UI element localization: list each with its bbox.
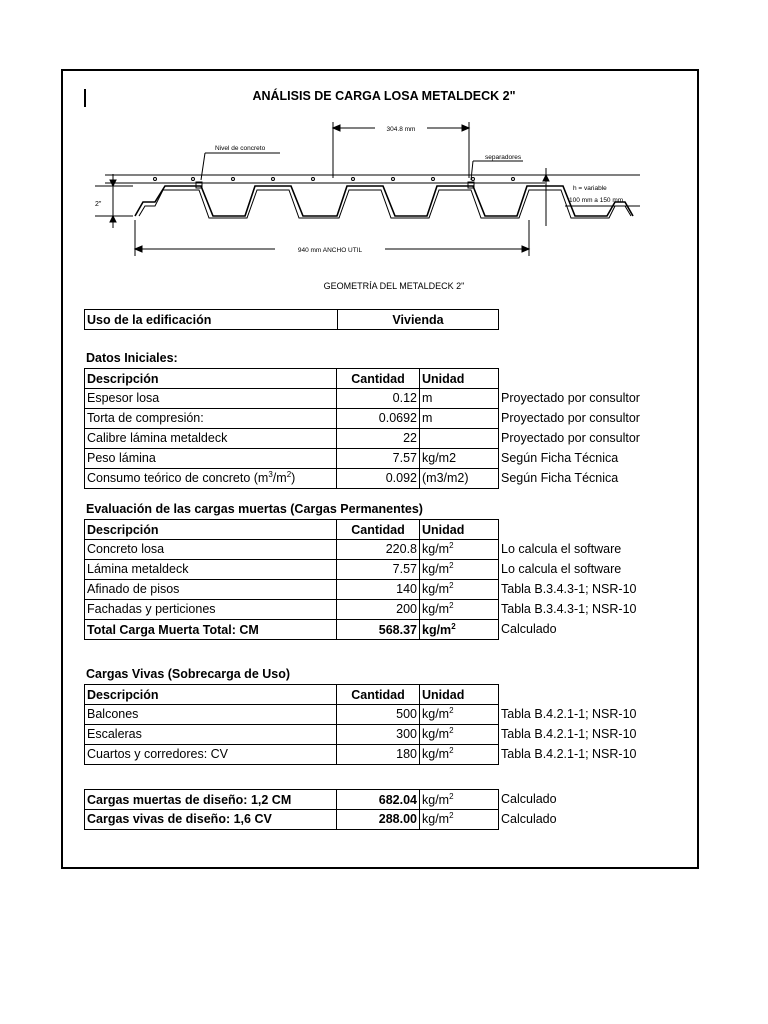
row-unidad: kg/m2 [419,448,499,469]
header-unidad: Unidad [419,684,499,705]
row-cantidad: 22 [336,428,419,449]
row-note: Tabla B.4.2.1-1; NSR-10 [501,707,637,721]
uso-value: Vivienda [337,310,498,330]
row-note: Proyectado por consultor [501,411,640,425]
header-cantidad: Cantidad [336,368,419,389]
row-note: Según Ficha Técnica [501,471,619,485]
row-note: Tabla B.4.2.1-1; NSR-10 [501,747,637,761]
header-desc: Descripción [84,519,336,540]
row-cantidad: 220.8 [336,539,419,560]
row-note: Tabla B.3.4.3-1; NSR-10 [501,582,637,596]
datos-section-title: Datos Iniciales: [86,351,178,365]
row-cantidad: 200 [336,599,419,620]
row-cantidad: 180 [336,744,419,765]
row-desc: Balcones [84,704,336,725]
row-cantidad: 300 [336,724,419,745]
row-desc: Fachadas y perticiones [84,599,336,620]
document-title: ANÁLISIS DE CARGA LOSA METALDECK 2" [252,89,516,103]
concrete-level-label: Nivel de concreto [215,145,266,152]
row-unidad: $kg/m^2$ [419,579,499,600]
row-unidad: $kg/m^2$ [419,744,499,765]
h-variable-label: h = variable [573,185,607,192]
row-cantidad: 0.092 [336,468,419,489]
row-cantidad: 7.57 [336,559,419,580]
row-unidad: (m3/m2) [419,468,499,489]
row-unidad: $kg/m^2$ [419,559,499,580]
row-desc: Escaleras [84,724,336,745]
row-unidad: m [419,388,499,409]
row-desc: Peso lámina [84,448,336,469]
total-cantidad: 568.37 [336,619,419,640]
header-cantidad: Cantidad [336,519,419,540]
row-unidad: $kg/m^2$ [419,599,499,620]
vivas-section-title: Cargas Vivas (Sobrecarga de Uso) [86,667,291,681]
total-desc: Total Carga Muerta Total: CM [84,619,336,640]
row-desc: Cargas vivas de diseño: 1,6 CV [84,809,336,830]
row-note: Proyectado por consultor [501,431,640,445]
row-note: Calculado [501,792,557,806]
header-cantidad: Cantidad [336,684,419,705]
two-inch-label: 2" [95,201,102,208]
row-unidad: m [419,408,499,429]
muertas-section-title: Evaluación de las cargas muertas (Cargas Permanentes) [86,502,423,516]
row-note: Lo calcula el software [501,542,622,556]
uso-table [84,309,499,330]
h-range-label: 100 mm a 150 mm [569,197,624,204]
row-desc: Calibre lámina metaldeck [84,428,336,449]
row-note: Tabla B.4.2.1-1; NSR-10 [501,727,637,741]
separators-label: separadores [485,154,522,161]
row-note: Calculado [501,812,557,826]
dim-top-label: 304.8 mm [386,126,416,133]
row-unidad: $kg/m^2$ [419,789,499,810]
header-unidad: Unidad [419,368,499,389]
row-note: Según Ficha Técnica [501,451,619,465]
row-cantidad: 7.57 [336,448,419,469]
total-unidad: $kg/m^2$ [419,619,499,640]
row-note: Proyectado por consultor [501,391,640,405]
row-unidad: $kg/m^2$ [419,539,499,560]
row-desc: Concreto losa [84,539,336,560]
row-desc: Torta de compresión: [84,408,336,429]
dim-bottom-label: 940 mm ANCHO UTIL [297,247,363,254]
metaldeck-geometry-figure [95,118,655,268]
figure-caption: GEOMETRÍA DEL METALDECK 2" [323,281,465,291]
row-cantidad: 140 [336,579,419,600]
header-desc: Descripción [84,368,336,389]
header-unidad: Unidad [419,519,499,540]
uso-label: Uso de la edificación [87,313,212,327]
row-cantidad: 0.12 [336,388,419,409]
row-desc: Espesor losa [84,388,336,409]
row-unidad: $kg/m^2$ [419,724,499,745]
row-note: Lo calcula el software [501,562,622,576]
row-cantidad: 682.04 [336,789,419,810]
total-note: Calculado [501,622,557,636]
row-desc: Cuartos y corredores: CV [84,744,336,765]
row-note: Tabla B.3.4.3-1; NSR-10 [501,602,637,616]
row-unidad [419,428,499,449]
row-cantidad: 500 [336,704,419,725]
header-desc: Descripción [84,684,336,705]
row-desc: Cargas muertas de diseño: 1,2 CM [84,789,336,810]
row-desc: Afinado de pisos [84,579,336,600]
row-unidad: $kg/m^2$ [419,704,499,725]
row-cantidad: 288.00 [336,809,419,830]
row-unidad: $kg/m^2$ [419,809,499,830]
row-desc: Consumo teórico de concreto $(m^3/m^2)$ [84,468,336,489]
row-desc: Lámina metaldeck [84,559,336,580]
row-cantidad: 0.0692 [336,408,419,429]
